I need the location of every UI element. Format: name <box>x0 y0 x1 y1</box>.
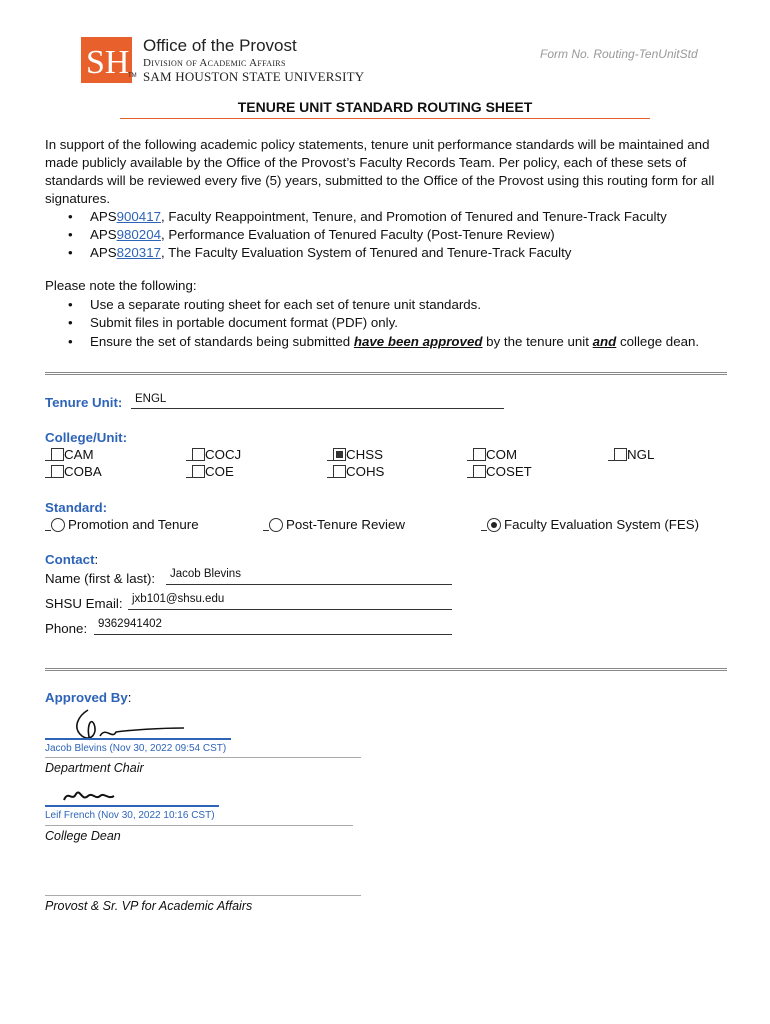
section-divider <box>45 668 727 671</box>
contact-name-label: Name (first & last): <box>45 571 156 586</box>
signature-underline <box>45 805 219 807</box>
org-name-line1: Office of the Provost <box>143 36 297 55</box>
signature-line[interactable] <box>45 895 361 896</box>
tenure-unit-label: Tenure Unit: <box>45 395 123 410</box>
radio-icon[interactable] <box>269 518 283 532</box>
university-logo <box>81 37 132 83</box>
contact-phone-label: Phone: <box>45 621 88 636</box>
signature-leif-french <box>60 786 120 806</box>
form-number: Form No. Routing-TenUnitStd <box>540 47 698 61</box>
bullet-icon: • <box>68 315 73 330</box>
sig2-name: Leif French (Nov 30, 2022 10:16 CST) <box>45 810 215 821</box>
policy-link-900417[interactable]: 900417 <box>116 209 161 224</box>
checkbox-coset[interactable]: COSET <box>467 464 532 479</box>
sig1-role: Department Chair <box>45 761 144 775</box>
approved-by-heading: Approved By: <box>45 690 132 705</box>
checkbox-icon[interactable] <box>473 465 486 478</box>
org-name-line2: Division of Academic Affairs <box>143 57 286 69</box>
contact-email-field[interactable]: jxb101@shsu.edu <box>128 593 452 610</box>
note-text: Ensure the set of standards being submitted have been approved by the tenure unit and college dean. <box>90 334 700 349</box>
checkbox-cam[interactable]: CAM <box>45 447 94 462</box>
list-item <box>68 296 758 314</box>
bullet-icon: • <box>68 245 73 260</box>
checkbox-com[interactable]: COM <box>467 447 517 462</box>
checkbox-checked-icon[interactable] <box>333 448 346 461</box>
shsu-logo-icon <box>81 37 132 83</box>
bullet-icon: • <box>68 334 73 349</box>
policy-text: , Faculty Reappointment, Tenure, and Promotion of Tenured and Tenure-Track Faculty <box>160 209 667 224</box>
note-text: Use a separate routing sheet for each set of tenure unit standards. <box>90 297 482 312</box>
checkbox-ngl[interactable]: NGL <box>608 447 654 462</box>
bullet-icon: • <box>68 209 73 224</box>
signature-underline <box>45 738 231 740</box>
checkbox-icon[interactable] <box>333 465 346 478</box>
checkbox-cocj[interactable]: COCJ <box>186 447 241 462</box>
notes-heading: Please note the following: <box>45 278 197 293</box>
logo-letters: SH <box>86 44 130 81</box>
policy-text: , Performance Evaluation of Tenured Faculty (Post-Tenure Review) <box>160 227 555 242</box>
contact-phone-field[interactable]: 9362941402 <box>94 618 452 635</box>
signature-line <box>45 825 353 826</box>
college-unit-label: College/Unit: <box>45 430 127 445</box>
sig3-role: Provost & Sr. VP for Academic Affairs <box>45 899 253 913</box>
bullet-icon: • <box>68 227 73 242</box>
policy-link-980204[interactable]: 980204 <box>116 227 161 242</box>
radio-fes[interactable]: Faculty Evaluation System (FES) <box>481 517 699 532</box>
checkbox-cohs[interactable]: COHS <box>327 464 384 479</box>
trademark-mark: TM <box>128 73 137 79</box>
checkbox-icon[interactable] <box>192 448 205 461</box>
tenure-unit-field[interactable]: ENGL <box>131 393 504 409</box>
list-item <box>68 314 758 332</box>
contact-heading: Contact: <box>45 552 99 567</box>
checkbox-coe[interactable]: COE <box>186 464 234 479</box>
signature-jacob-blevins <box>60 706 190 746</box>
policy-link-820317[interactable]: 820317 <box>116 245 161 260</box>
notes-list <box>68 296 758 351</box>
list-item <box>68 333 758 351</box>
sig1-name: Jacob Blevins (Nov 30, 2022 09:54 CST) <box>45 743 227 754</box>
list-item <box>68 208 758 226</box>
policy-prefix: APS <box>90 209 117 224</box>
section-divider <box>45 372 727 375</box>
page-title: TENURE UNIT STANDARD ROUTING SHEET <box>237 99 533 115</box>
policy-list <box>68 208 758 262</box>
radio-icon[interactable] <box>51 518 65 532</box>
org-name-line3: SAM HOUSTON STATE UNIVERSITY <box>143 69 365 84</box>
policy-prefix: APS <box>90 227 117 242</box>
list-item <box>68 226 758 244</box>
signature-line <box>45 757 361 758</box>
bullet-icon: • <box>68 297 73 312</box>
contact-name-field[interactable]: Jacob Blevins <box>166 568 452 585</box>
policy-text: , The Faculty Evaluation System of Tenured and Tenure-Track Faculty <box>160 245 572 260</box>
contact-email-label: SHSU Email: <box>45 596 123 611</box>
radio-promotion-tenure[interactable]: Promotion and Tenure <box>45 517 199 532</box>
intro-paragraph: In support of the following academic policy statements, tenure unit performance standards will be maintained and made publicly available by the Office of the Provost’s Faculty Records Team. Per policy, each of these sets of standards will be reviewed every five (5) years, submitted to the Office of the Provost using this routing form for all signatures. <box>45 137 715 206</box>
standard-label: Standard: <box>45 500 108 515</box>
policy-prefix: APS <box>90 245 117 260</box>
checkbox-chss[interactable]: CHSS <box>327 447 383 462</box>
checkbox-icon[interactable] <box>473 448 486 461</box>
checkbox-icon[interactable] <box>192 465 205 478</box>
sig2-role: College Dean <box>45 829 121 843</box>
list-item <box>68 244 758 262</box>
checkbox-icon[interactable] <box>51 465 64 478</box>
note-text: Submit files in portable document format (PDF) only. <box>90 315 398 330</box>
checkbox-icon[interactable] <box>614 448 627 461</box>
checkbox-icon[interactable] <box>51 448 64 461</box>
title-divider <box>120 118 650 119</box>
radio-selected-icon[interactable] <box>487 518 501 532</box>
radio-post-tenure[interactable]: Post-Tenure Review <box>263 517 405 532</box>
checkbox-coba[interactable]: COBA <box>45 464 102 479</box>
